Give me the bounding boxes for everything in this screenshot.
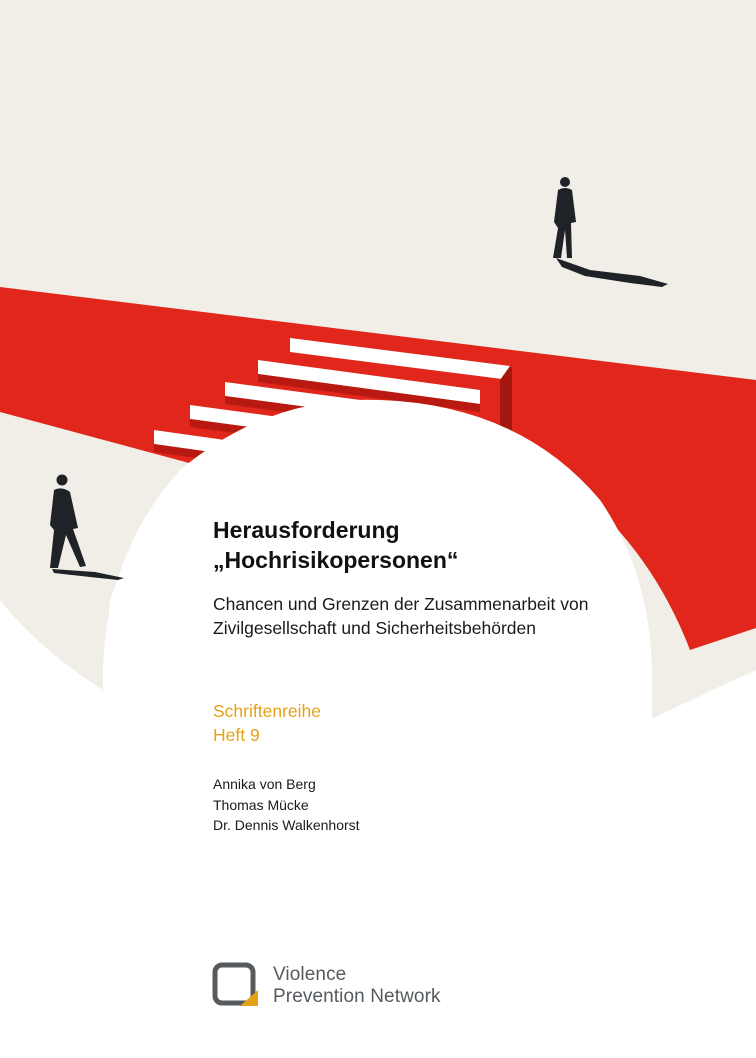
series-label: Schriftenreihe bbox=[213, 701, 321, 721]
document-title bbox=[213, 515, 643, 575]
author-name: Annika von Berg bbox=[213, 776, 316, 792]
publisher-name bbox=[273, 964, 441, 1008]
subtitle-line-2: Zivilgesellschaft und Sicherheitsbehörden bbox=[213, 618, 536, 638]
author-name: Thomas Mücke bbox=[213, 796, 309, 813]
publisher-logo bbox=[212, 962, 441, 1010]
title-line-2: „Hochrisikopersonen“ bbox=[213, 547, 459, 573]
document-subtitle bbox=[213, 592, 643, 640]
cover-text bbox=[213, 515, 643, 836]
author-name: Dr. Dennis Walkenhorst bbox=[213, 817, 360, 833]
publisher-name-line-2: Prevention Network bbox=[273, 986, 441, 1007]
author-list bbox=[213, 774, 643, 836]
issue-label: Heft 9 bbox=[213, 725, 260, 745]
publisher-name-line-1: Violence bbox=[273, 964, 347, 985]
subtitle-line-1: Chancen und Grenzen der Zusammenarbeit von bbox=[213, 594, 589, 614]
title-line-1: Herausforderung bbox=[213, 517, 400, 543]
vpn-logo-mark-icon bbox=[212, 962, 260, 1010]
series-info bbox=[213, 699, 643, 747]
